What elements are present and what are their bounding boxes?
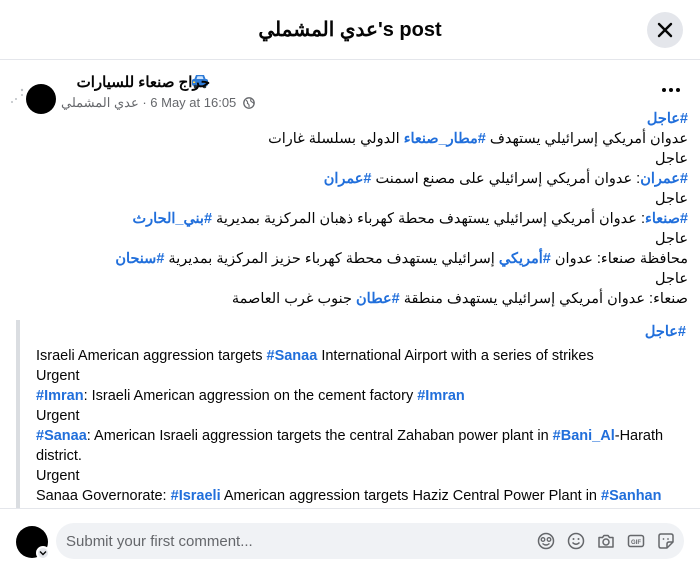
arabic-line [88,289,688,309]
english-line [36,366,676,386]
post-text: عاجل [654,231,688,247]
hashtag-link[interactable]: #Sanhan [601,488,662,504]
hashtag-link[interactable]: #Israeli [170,488,221,504]
english-line [36,386,676,406]
post-text: Urgent [36,368,80,384]
post-text: عاجل [654,271,688,287]
emoji-button[interactable] [566,531,586,551]
globe-icon [243,97,255,109]
post-text: الدولي بسلسلة غارات [268,131,404,147]
arabic-line [88,209,688,229]
post-text: Urgent [36,408,80,424]
post-text: district. [36,448,82,464]
translation-block [16,320,700,520]
dialog-title: عدي المشملي's post [258,19,442,41]
arabic-line [88,229,688,249]
hashtag-link[interactable]: #عمران [640,171,688,187]
post-text-arabic [88,109,688,309]
hashtag-link[interactable]: #Imran [417,388,465,404]
post-text: Sanaa Governorate: [36,488,171,504]
post-text: : عدوان أمريكي إسرائيلي يستهدف محطة كهرباء ذهبان المركزية بمديرية [212,211,646,227]
arabic-line [88,109,688,129]
comment-input[interactable] [66,523,536,559]
translation-hashtag[interactable]: #عاجل [644,324,686,340]
avatar-switch-button[interactable] [36,546,50,560]
post-text: عاجل [654,191,688,207]
comment-box [56,523,684,559]
hashtag-link[interactable]: #بني_الحارث [132,211,213,227]
author-link[interactable]: عدي المشملي [61,95,139,110]
avatar-sticker-icon [537,532,555,550]
hashtag-link[interactable]: #Sanaa [266,348,318,364]
more-options-icon[interactable] [656,79,686,99]
avatar-sticker-button[interactable] [536,531,556,551]
arabic-line [88,129,688,149]
hashtag-link[interactable]: #عاجل [646,111,688,127]
close-button[interactable] [647,12,683,48]
post-text: : عدوان أمريكي إسرائيلي على مصنع اسمنت [371,171,641,187]
gif-icon [627,532,645,550]
post-date-link[interactable]: 6 May at 16:05 [150,95,237,110]
chevron-down-icon [39,550,47,556]
meta-separator: · [138,95,151,110]
english-line [36,466,676,486]
post-body [0,61,700,508]
hashtag-link[interactable]: #أمريكي [498,251,551,267]
post-text: International Airport with a series of strikes [317,348,594,364]
hashtag-link[interactable]: #عمران [323,171,372,187]
post-text: American aggression targets Haziz Central Power Plant in [220,488,602,504]
hashtag-link[interactable]: #مطار_صنعاء [403,131,486,147]
english-line [36,486,676,506]
gif-button[interactable] [626,531,646,551]
svg-text:GIF: GIF [631,539,641,546]
arabic-line [88,169,688,189]
english-line [36,346,676,366]
post-text: : American Israeli aggression targets the central Zahaban power plant in [86,428,553,444]
post-text: Israeli American aggression targets [36,348,267,364]
close-icon [658,23,672,37]
hashtag-link[interactable]: #عطان [356,291,400,307]
story-ring-icon [10,84,24,120]
post-text: صنعاء: عدوان أمريكي إسرائيلي يستهدف منطقة [399,291,688,307]
post-text: Urgent [36,468,80,484]
post-text: جنوب غرب العاصمة [231,291,356,307]
group-name-link[interactable]: حراج صنعاء للسيارات [76,74,210,91]
sticker-icon [657,532,675,550]
hashtag-link[interactable]: #صنعاء [645,211,688,227]
group-avatar[interactable] [26,84,56,114]
hashtag-link[interactable]: #Sanaa [36,428,87,444]
camera-icon [597,532,615,550]
english-line [36,406,676,426]
english-line [36,426,676,446]
emoji-icon [567,532,585,550]
post-text-english [36,346,676,526]
camera-button[interactable] [596,531,616,551]
arabic-line [88,189,688,209]
comment-bar [0,508,700,577]
sticker-button[interactable] [656,531,676,551]
post-text: : Israeli American aggression on the cement factory [83,388,418,404]
dialog-header [0,0,700,60]
post-text: -Harath [614,428,664,444]
hashtag-link[interactable]: #Bani_Al [552,428,615,444]
arabic-line [88,149,688,169]
hashtag-link[interactable]: #Imran [36,388,84,404]
hashtag-link[interactable]: #سنحان [115,251,165,267]
english-line [36,446,676,466]
post-text: عاجل [654,151,688,167]
post-text: إسرائيلي يستهدف محطة كهرباء حزيز المركزية بمديرية [164,251,499,267]
arabic-line [88,249,688,269]
post-text: محافظة صنعاء: عدوان [550,251,688,267]
arabic-line [88,269,688,289]
post-text: عدوان أمريكي إسرائيلي يستهدف [485,131,688,147]
comment-tools [536,531,676,551]
